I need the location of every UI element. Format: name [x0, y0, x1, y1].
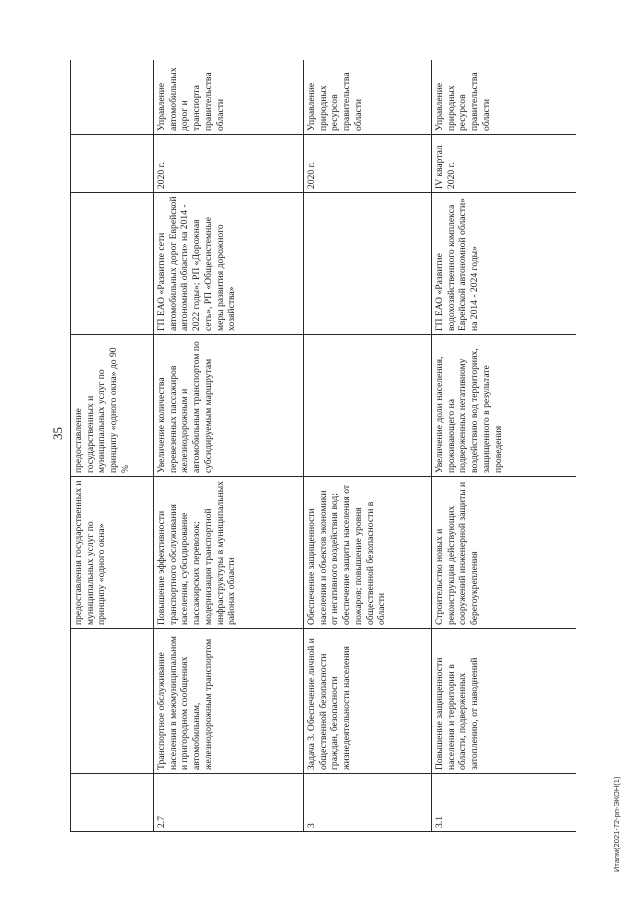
cell-exec — [71, 60, 154, 135]
cell-program: ГП ЕАО «Развитие водохозяйственного комплекса Еврейской автономной области» на 2014 - 2024 годы» — [432, 193, 577, 335]
cell-date: 2020 г. — [304, 135, 432, 193]
cell-name: Задача 3. Обеспечение личной и общественной безопасности граждан, безопасности жизнедеятельности населения — [304, 629, 432, 774]
cell-date — [71, 135, 154, 193]
cell-measures: Обеспечение защищенности населения и объектов экономики от негативного воздействия вод; обеспечение защиты населения от пожаров; повышение уровня общественной безопасности в области — [304, 477, 432, 629]
page-number: 35 — [50, 427, 65, 440]
cell-program: ГП ЕАО «Развитие сети автомобильных дорог Еврейской автономной области» на 2014 - 2022 годы»; РП «Дорожная сеть», РП «Общесистемные меры развития дорожного хозяйства» — [154, 193, 304, 335]
cell-measures: Строительство новых и реконструкция действующих сооружений инженерной защиты и берегоукрепления — [432, 477, 577, 629]
cell-measures: предоставления государственных и муниципальных услуг по принципу «одного окна» — [71, 477, 154, 629]
document-footer-code: Итапм(2021-72-рп-ЭКОН(1) — [612, 776, 621, 872]
cell-date: 2020 г. — [154, 135, 304, 193]
cell-exec: Управление природных ресурсов правительства области — [304, 60, 432, 135]
rotated-table-wrapper — [70, 60, 576, 832]
cell-result — [304, 335, 432, 477]
cell-result: Увеличение количества перевезенных пассажиров железнодорожным и автомобильным транспортом по субсидируемым маршрутам — [154, 335, 304, 477]
cell-program — [304, 193, 432, 335]
cell-exec: Управление автомобильных дорог и транспорта правительства области — [154, 60, 304, 135]
cell-result: предоставление государственных и муниципальных услуг по принципу «одного окна» до 90 % — [71, 335, 154, 477]
cell-result: Увеличение доли населения, проживающего на подверженных негативному воздействию вод территориях, защищенного в результате проведения — [432, 335, 577, 477]
document-table-area — [70, 60, 576, 832]
cell-exec: Управление природных ресурсов правительства области — [432, 60, 577, 135]
cell-num: 2.7 — [154, 774, 304, 832]
cell-measures: Повышение эффективности транспортного обслуживания населения, субсидирование пассажирских перевозок; модернизация транспортной инфраструктуры в муниципальных районах области — [154, 477, 304, 629]
cell-num: 3 — [304, 774, 432, 832]
table-row — [304, 60, 432, 832]
cell-num — [71, 774, 154, 832]
cell-name — [71, 629, 154, 774]
cell-name: Транспортное обслуживание населения в межмуниципальном и пригородном сообщениях автомобильным, железнодорожным транспортом — [154, 629, 304, 774]
table-row — [71, 60, 154, 832]
cell-program — [71, 193, 154, 335]
plan-table — [70, 60, 576, 832]
cell-name: Повышение защищенности населения и территории в области, подверженных затоплению, от наводнений — [432, 629, 577, 774]
cell-date: IV квартал 2020 г. — [432, 135, 577, 193]
table-row — [154, 60, 304, 832]
cell-num: 3.1 — [432, 774, 577, 832]
table-row — [432, 60, 577, 832]
